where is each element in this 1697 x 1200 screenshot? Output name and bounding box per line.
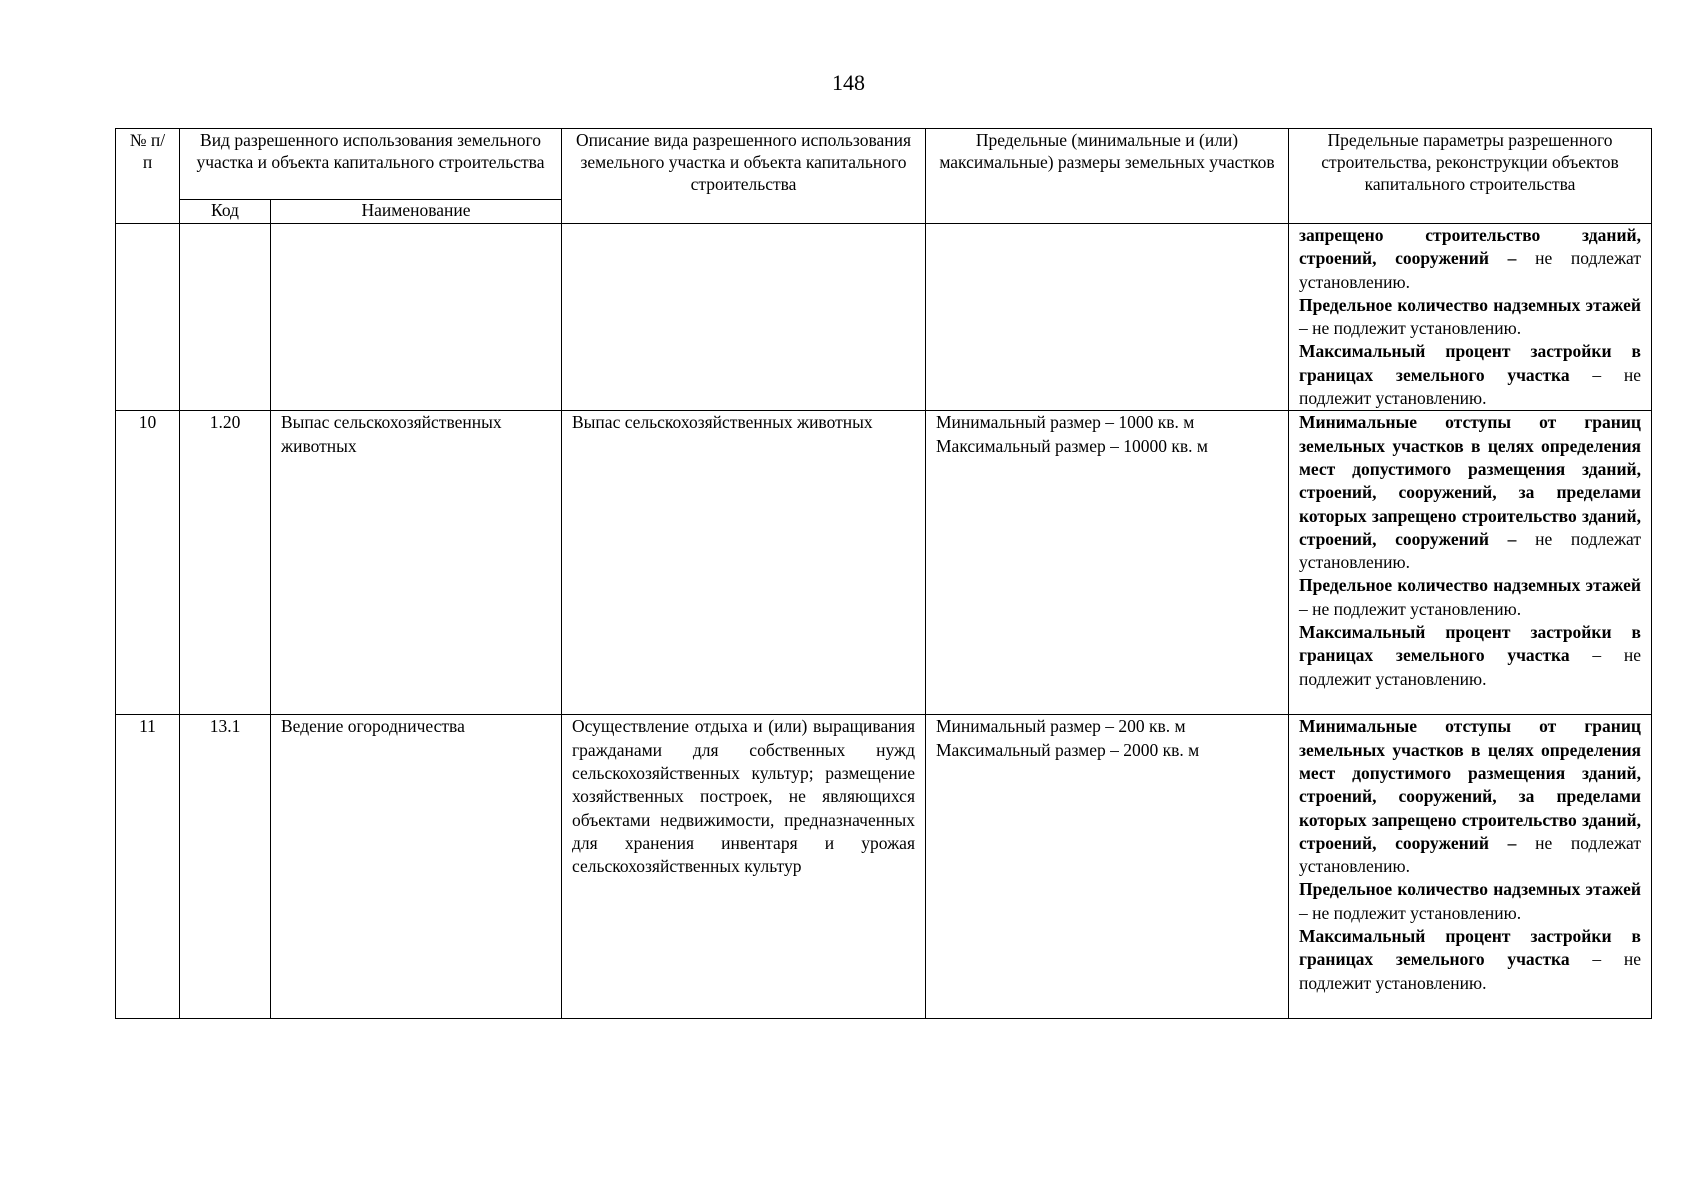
table-row: [116, 411, 1652, 715]
row-params: [1289, 224, 1652, 411]
page-number: 148: [832, 70, 865, 95]
param-floors-value: – не подлежит установлению.: [1299, 902, 1522, 923]
row-code: [180, 224, 271, 411]
header-kind: Вид разрешенного использования земельного участка и объекта капитального строительства: [180, 129, 562, 200]
row-params: [1289, 715, 1652, 1019]
param-coverage-value: – не подлежит установлению.: [1299, 364, 1641, 409]
size-min: Минимальный размер – 1000 кв. м: [936, 412, 1195, 433]
size-max: Максимальный размер – 10000 кв. м: [936, 435, 1208, 456]
row-description: Выпас сельскохозяйственных животных: [562, 411, 926, 715]
header-num: № п/п: [116, 129, 180, 224]
param-setbacks: [1299, 715, 1641, 878]
row-num: [116, 224, 180, 411]
header-description: Описание вида разрешенного использования земельного участка и объекта капитального строительства: [562, 129, 926, 224]
param-coverage-label: Максимальный процент застройки в границах земельного участка: [1299, 622, 1641, 666]
row-description: [562, 224, 926, 411]
param-coverage-label: Максимальный процент застройки в границах земельного участка: [1299, 926, 1641, 970]
row-num: 10: [116, 411, 180, 715]
param-coverage: [1299, 925, 1641, 995]
table-header: [116, 129, 1652, 224]
header-name: Наименование: [271, 200, 562, 224]
param-coverage: [1299, 340, 1641, 410]
param-setbacks-label: Минимальные отступы от границ земельных участков в целях определения мест допустимого размещения зданий, строений, сооружений, за пределами которых запрещено строительство зданий, строений, сооружений –: [1299, 716, 1641, 853]
param-floors-value: – не подлежит установлению.: [1299, 318, 1522, 339]
param-floors-label: Предельное количество надземных этажей: [1299, 879, 1641, 900]
header-sizes: Предельные (минимальные и (или) максимальные) размеры земельных участков: [926, 129, 1289, 224]
param-setbacks: [1299, 224, 1641, 294]
param-floors-label: Предельное количество надземных этажей: [1299, 575, 1641, 596]
row-name: Выпас сельскохозяйственных животных: [271, 411, 562, 715]
row-name: Ведение огородничества: [271, 715, 562, 1019]
row-code: 1.20: [180, 411, 271, 715]
size-min: Минимальный размер – 200 кв. м: [936, 716, 1186, 737]
zoning-table: [115, 128, 1652, 1019]
header-code: Код: [180, 200, 271, 224]
param-setbacks-label: Минимальные отступы от границ земельных участков в целях определения мест допустимого размещения зданий, строений, сооружений, за пределами которых запрещено строительство зданий, строений, сооружений –: [1299, 412, 1641, 549]
param-coverage-value: – не подлежит установлению.: [1299, 645, 1641, 689]
size-max: Максимальный размер – 2000 кв. м: [936, 739, 1200, 760]
param-setbacks: [1299, 411, 1641, 574]
param-coverage-label: Максимальный процент застройки в границах земельного участка: [1299, 341, 1641, 385]
param-coverage-value: – не подлежит установлению.: [1299, 949, 1641, 993]
row-num: 11: [116, 715, 180, 1019]
param-setbacks-value: не подлежат установлению.: [1299, 832, 1642, 877]
row-description: Осуществление отдыха и (или) выращивания гражданами для собственных нужд сельскохозяйственных культур; размещение хозяйственных построек, не являющихся объектами недвижимости, предназначенных для хранения инвентаря и урожая сельскохозяйственных культур: [562, 715, 926, 1019]
param-setbacks-label: запрещено строительство зданий, строений, сооружений –: [1299, 225, 1641, 269]
row-sizes: [926, 715, 1289, 1019]
row-code: 13.1: [180, 715, 271, 1019]
row-sizes: [926, 411, 1289, 715]
param-setbacks-value: не подлежат установлению.: [1299, 248, 1642, 292]
param-floors: [1299, 878, 1641, 925]
param-coverage: [1299, 621, 1641, 691]
row-params: [1289, 411, 1652, 715]
row-sizes: [926, 224, 1289, 411]
row-name: [271, 224, 562, 411]
table-row: [116, 715, 1652, 1019]
param-floors-label: Предельное количество надземных этажей: [1299, 294, 1641, 315]
param-floors-value: – не подлежит установлению.: [1299, 598, 1522, 619]
param-setbacks-value: не подлежат установлению.: [1299, 528, 1642, 573]
param-floors: [1299, 294, 1641, 341]
param-floors: [1299, 574, 1641, 621]
header-params: Предельные параметры разрешенного строительства, реконструкции объектов капитального строительства: [1289, 129, 1652, 224]
table-row: [116, 224, 1652, 411]
